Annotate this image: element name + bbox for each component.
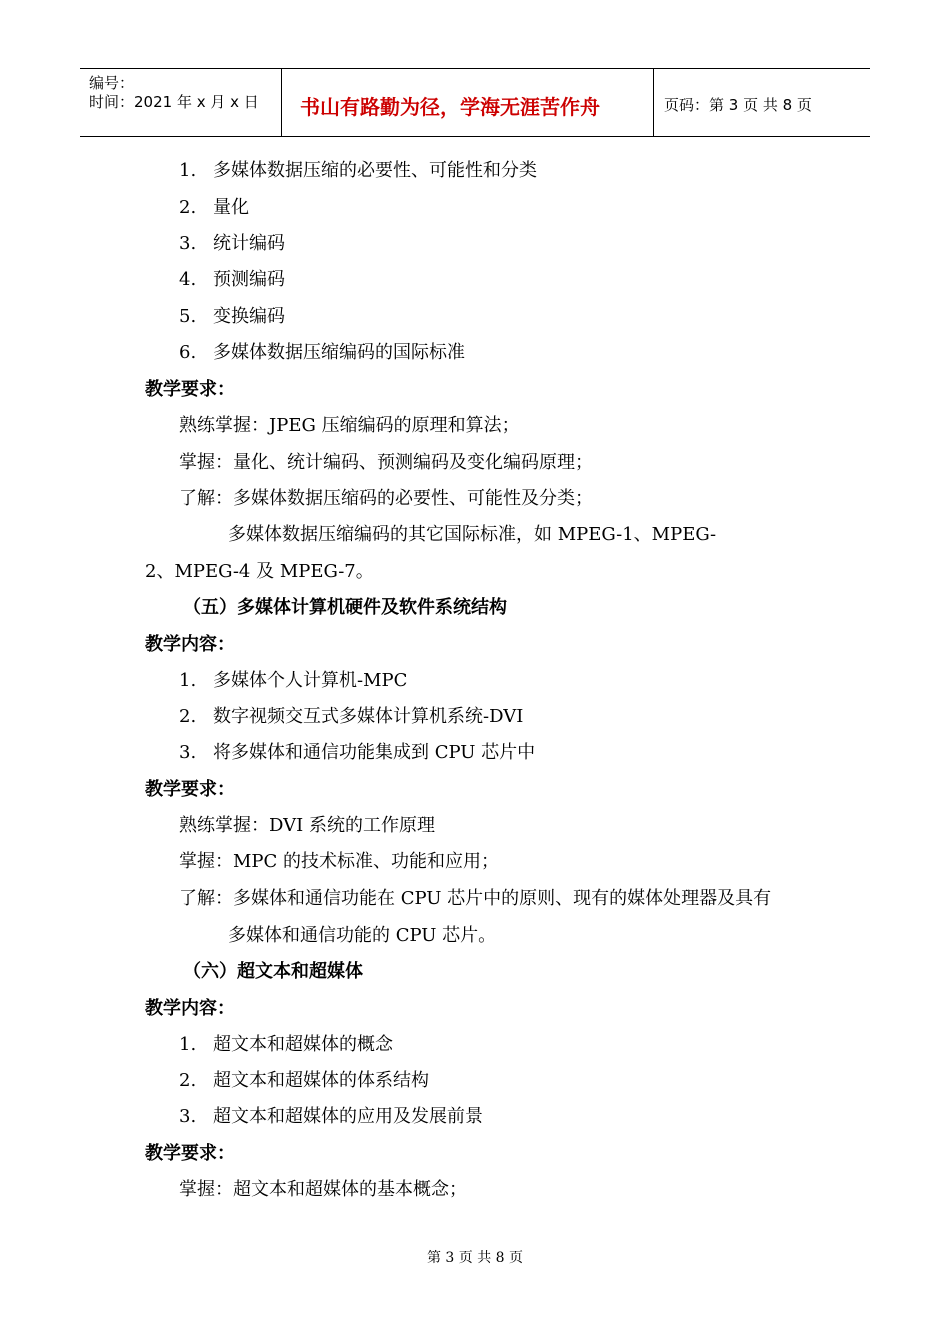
list-item: 4. 预测编码 (179, 269, 285, 290)
motto: 书山有路勤为径，学海无涯苦作舟 (300, 95, 600, 119)
requirement-line: 了解：多媒体和通信功能在 CPU 芯片中的原则、现有的媒体处理器及具有 (179, 888, 772, 909)
requirement-line: 多媒体和通信功能的 CPU 芯片。 (228, 925, 497, 946)
requirement-line: 掌握：超文本和超媒体的基本概念； (179, 1179, 467, 1200)
list-item: 3. 统计编码 (179, 233, 285, 254)
requirement-line: 多媒体数据压缩编码的其它国际标准，如 MPEG-1、MPEG- (228, 524, 717, 545)
header-page-cell (654, 69, 870, 136)
list-item: 1. 超文本和超媒体的概念 (179, 1034, 393, 1055)
requirement-line: 熟练掌握：JPEG 压缩编码的原理和算法； (179, 415, 520, 436)
date-line: 时间：2021 年 x 月 x 日 (89, 93, 259, 111)
list-item: 2. 数字视频交互式多媒体计算机系统-DVI (179, 706, 524, 727)
requirement-line: 熟练掌握：DVI 系统的工作原理 (179, 815, 435, 836)
page-info: 页码：第 3 页 共 8 页 (664, 96, 812, 114)
section-heading: 教学内容： (145, 998, 235, 1019)
section-heading: 教学要求： (145, 779, 235, 800)
section-heading: 教学要求： (145, 1143, 235, 1164)
list-item: 3. 超文本和超媒体的应用及发展前景 (179, 1106, 483, 1127)
list-item: 3. 将多媒体和通信功能集成到 CPU 芯片中 (179, 742, 536, 763)
chapter-title: （六）超文本和超媒体 (183, 961, 363, 982)
page-header (80, 68, 870, 137)
section-heading: 教学要求： (145, 379, 235, 400)
requirement-line: 掌握：量化、统计编码、预测编码及变化编码原理； (179, 452, 593, 473)
requirement-line: 了解：多媒体数据压缩码的必要性、可能性及分类； (179, 488, 593, 509)
list-item: 1. 多媒体数据压缩的必要性、可能性和分类 (179, 160, 537, 181)
requirement-line: 2、MPEG-4 及 MPEG-7。 (145, 561, 374, 582)
list-item: 6. 多媒体数据压缩编码的国际标准 (179, 342, 465, 363)
requirement-line: 掌握：MPC 的技术标准、功能和应用； (179, 851, 500, 872)
list-item: 1. 多媒体个人计算机-MPC (179, 670, 408, 691)
list-item: 2. 量化 (179, 197, 249, 218)
page-footer: 第 3 页 共 8 页 (426, 1250, 524, 1266)
list-item: 2. 超文本和超媒体的体系结构 (179, 1070, 429, 1091)
chapter-title: （五）多媒体计算机硬件及软件系统结构 (183, 597, 507, 618)
code-label: 编号： (89, 74, 135, 92)
list-item: 5. 变换编码 (179, 306, 285, 327)
header-motto-cell (281, 69, 654, 136)
section-heading: 教学内容： (145, 634, 235, 655)
header-meta (80, 69, 281, 136)
